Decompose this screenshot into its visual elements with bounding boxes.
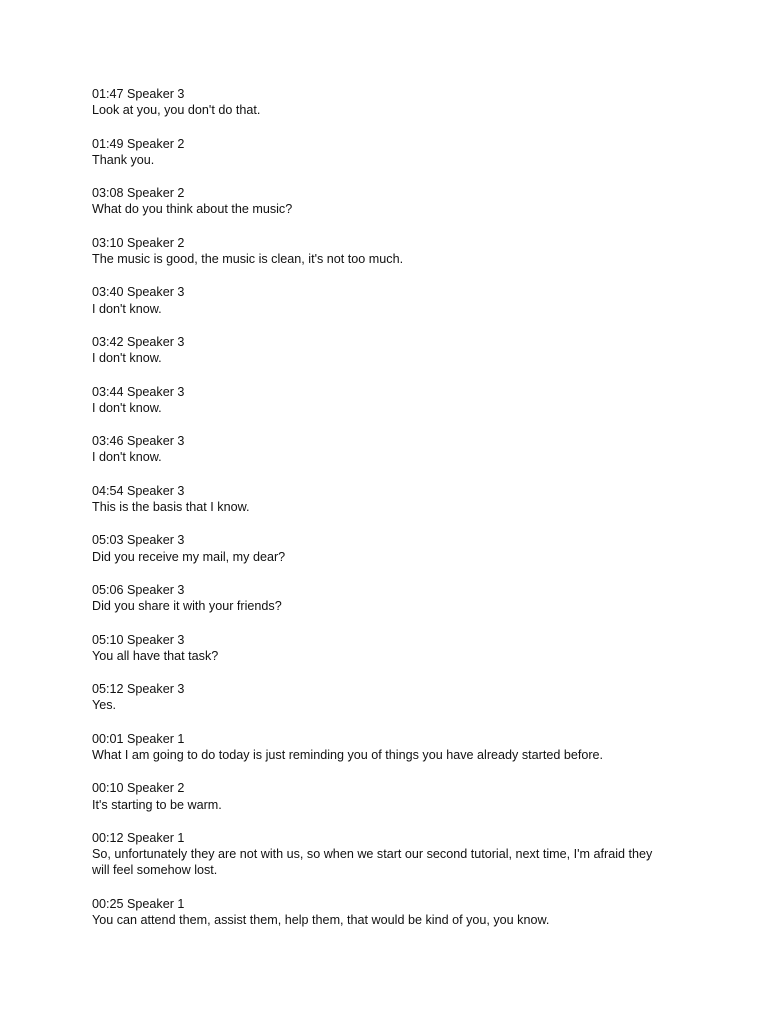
entry-timestamp: 00:10 [92,781,124,796]
entry-speaker: Speaker 2 [127,186,185,201]
entry-timestamp: 05:10 [92,632,124,647]
entry-speaker: Speaker 3 [127,87,185,101]
entry-text: So, unfortunately they are not with us, so when we start our second tutorial, next time, I'm afraid they will feel somehow lost. [92,847,653,878]
transcript-entry [92,582,672,614]
entry-text: What I am going to do today is just reminding you of things you have already started before. [92,747,604,762]
entry-timestamp: 03:40 [92,285,124,300]
transcript-entry [92,235,672,267]
entry-header [92,483,672,499]
entry-header [92,582,672,598]
entry-header [92,632,672,648]
entry-timestamp: 00:12 [92,830,124,845]
entry-timestamp: 01:49 [92,136,124,151]
entry-text: It's starting to be warm. [92,797,222,812]
transcript-entry [92,284,672,316]
entry-speaker: Speaker 1 [127,896,185,911]
entry-header [92,433,672,449]
entry-header [92,284,672,300]
transcript-entry [92,433,672,465]
entry-header [92,896,672,912]
entry-text: Did you share it with your friends? [92,599,282,614]
entry-text: Thank you. [92,152,155,167]
entry-header [92,235,672,251]
entry-speaker: Speaker 2 [127,781,185,796]
entry-speaker: Speaker 2 [127,235,185,250]
transcript-entry [92,681,672,713]
transcript-entry [92,384,672,416]
entry-timestamp: 05:03 [92,533,124,548]
transcript-entry [92,185,672,217]
entry-timestamp: 03:08 [92,186,124,201]
entry-header [92,334,672,350]
entry-header [92,86,672,102]
transcript-entry [92,483,672,515]
transcript-entry [92,86,672,118]
entry-text: You all have that task? [92,648,219,663]
transcript-entry [92,334,672,366]
entry-speaker: Speaker 3 [127,483,185,498]
entry-header [92,384,672,400]
entry-timestamp: 03:44 [92,384,124,399]
entry-speaker: Speaker 1 [127,731,185,746]
entry-text: You can attend them, assist them, help them, that would be kind of you, you know. [92,912,550,927]
entry-timestamp: 05:12 [92,682,124,697]
entry-header [92,681,672,697]
entry-text: What do you think about the music? [92,202,293,217]
entry-text: I don't know. [92,351,162,366]
transcript-entry [92,896,672,928]
entry-text: I don't know. [92,301,162,316]
entry-header [92,731,672,747]
entry-timestamp: 00:25 [92,896,124,911]
entry-speaker: Speaker 3 [127,682,185,697]
entry-timestamp: 03:42 [92,334,124,349]
entry-speaker: Speaker 3 [127,582,185,597]
entry-text: This is the basis that I know. [92,499,250,514]
transcript-entry [92,632,672,664]
entry-timestamp: 05:06 [92,582,124,597]
entry-speaker: Speaker 2 [127,136,185,151]
entry-timestamp: 03:46 [92,434,124,449]
transcript-entry [92,830,672,879]
entry-text: Yes. [92,698,117,713]
entry-header [92,830,672,846]
transcript-entry [92,532,672,564]
transcript-entry [92,136,672,168]
entry-speaker: Speaker 3 [127,533,185,548]
entry-header [92,532,672,548]
entry-header [92,780,672,796]
entry-text: I don't know. [92,450,162,465]
entry-speaker: Speaker 3 [127,384,185,399]
transcript-page [92,86,672,945]
transcript-entry [92,780,672,812]
entry-timestamp: 01:47 [92,87,124,101]
entry-text: Look at you, you don't do that. [92,103,261,118]
entry-speaker: Speaker 3 [127,632,185,647]
entry-speaker: Speaker 3 [127,434,185,449]
entry-text: The music is good, the music is clean, it's not too much. [92,251,404,266]
entry-header [92,136,672,152]
entry-speaker: Speaker 3 [127,285,185,300]
entry-text: Did you receive my mail, my dear? [92,549,286,564]
transcript-entry [92,731,672,763]
entry-speaker: Speaker 1 [127,830,185,845]
entry-timestamp: 04:54 [92,483,124,498]
entry-timestamp: 00:01 [92,731,124,746]
entry-header [92,185,672,201]
entry-timestamp: 03:10 [92,235,124,250]
entry-text: I don't know. [92,400,162,415]
entry-speaker: Speaker 3 [127,334,185,349]
